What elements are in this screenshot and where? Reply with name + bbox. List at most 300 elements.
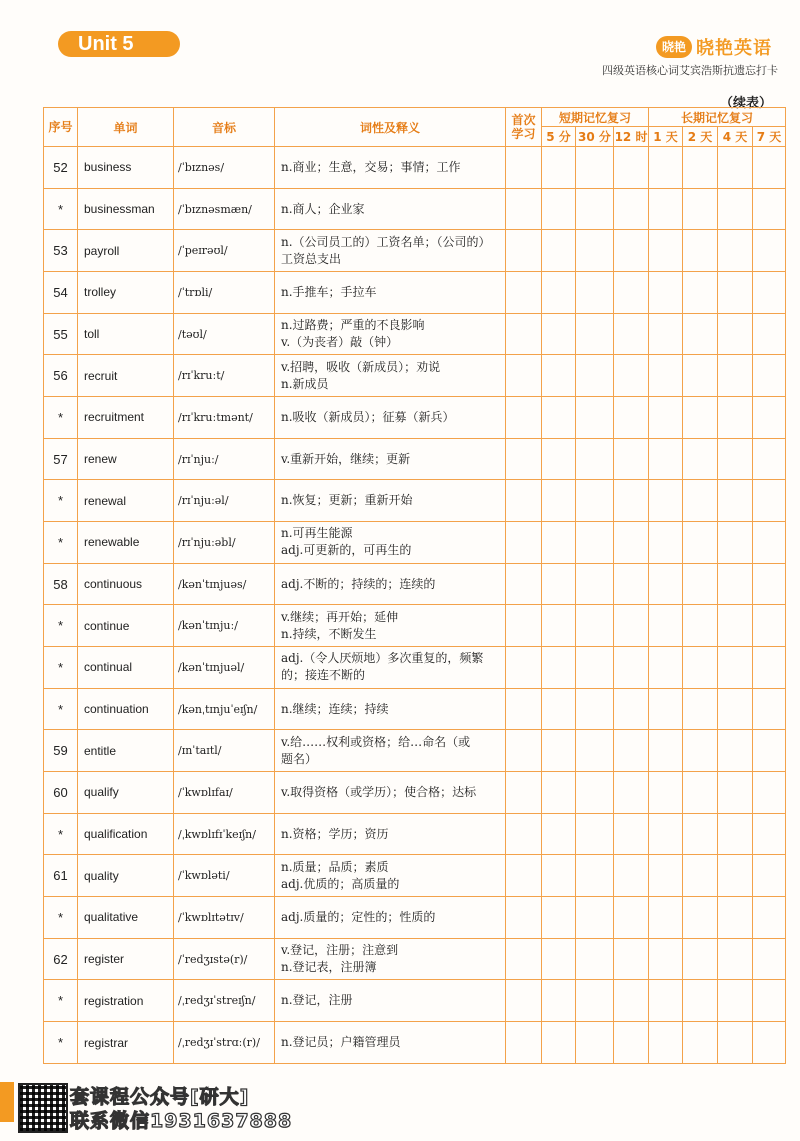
checkbox-cell[interactable] [753,480,786,522]
word-cell: business [78,147,174,189]
definition-line: n.过路费；严重的不良影响 [281,318,425,333]
checkbox-cell[interactable] [753,355,786,397]
word-cell: qualitative [78,897,174,939]
checkbox-cell[interactable] [683,605,718,647]
checkbox-cell[interactable] [718,855,753,897]
phonetic-cell: /kənˈtɪnjuəl/ [174,647,275,689]
interval-header: 4 天 [718,127,753,147]
checkbox-cell[interactable] [506,397,542,439]
checkbox-cell[interactable] [753,563,786,605]
definition-line: v.继续；再开始；延伸 [281,609,399,624]
checkbox-cell[interactable] [683,438,718,480]
checkbox-cell[interactable] [506,438,542,480]
col-header-phonetic: 音标 [174,108,275,147]
checkbox-cell[interactable] [718,605,753,647]
phonetic-cell: /təʊl/ [174,313,275,355]
definition-line: n.商业；生意，交易；事情；工作 [281,159,461,174]
definition-line: adj.不断的；持续的；连续的 [281,576,436,591]
checkbox-cell[interactable] [683,1022,718,1064]
checkbox-cell[interactable] [576,855,614,897]
checkbox-cell[interactable] [614,1022,649,1064]
checkbox-cell[interactable] [649,1022,683,1064]
row-index: * [44,605,78,647]
checkbox-cell[interactable] [542,813,576,855]
row-index: * [44,397,78,439]
checkbox-cell[interactable] [542,688,576,730]
checkbox-cell[interactable] [542,730,576,772]
checkbox-cell[interactable] [683,188,718,230]
checkbox-cell[interactable] [753,522,786,564]
checkbox-cell[interactable] [753,688,786,730]
checkbox-cell[interactable] [718,980,753,1022]
table-row [44,1022,786,1064]
checkbox-cell[interactable] [614,647,649,689]
checkbox-cell[interactable] [614,813,649,855]
checkbox-cell[interactable] [506,688,542,730]
definition-cell [275,772,506,814]
checkbox-cell[interactable] [614,563,649,605]
checkbox-cell[interactable] [683,647,718,689]
checkbox-cell[interactable] [542,855,576,897]
definition-line: n.持续，不断发生 [281,626,377,641]
checkbox-cell[interactable] [542,397,576,439]
definition-line: 工资总支出 [281,251,342,266]
checkbox-cell[interactable] [614,272,649,314]
phonetic-cell: /kənˈtɪnjuəs/ [174,563,275,605]
checkbox-cell[interactable] [753,897,786,939]
checkbox-cell[interactable] [683,480,718,522]
word-cell: continuous [78,563,174,605]
word-cell: renew [78,438,174,480]
word-cell: businessman [78,188,174,230]
phonetic-cell: /rɪˈnjuː/ [174,438,275,480]
definition-line: v.重新开始，继续；更新 [281,451,411,466]
checkbox-cell[interactable] [542,897,576,939]
phonetic-cell: /kənˌtɪnjuˈeɪʃn/ [174,688,275,730]
checkbox-cell[interactable] [649,688,683,730]
checkbox-cell[interactable] [576,813,614,855]
checkbox-cell[interactable] [753,855,786,897]
row-index: * [44,980,78,1022]
checkbox-cell[interactable] [506,563,542,605]
table-row [44,772,786,814]
checkbox-cell[interactable] [576,480,614,522]
checkbox-cell[interactable] [683,563,718,605]
checkbox-cell[interactable] [753,938,786,980]
row-index: 57 [44,438,78,480]
phonetic-cell: /ˌkwɒlɪfɪˈkeɪʃn/ [174,813,275,855]
checkbox-cell[interactable] [506,897,542,939]
phonetic-cell: /rɪˈnjuːəbl/ [174,522,275,564]
table-row [44,522,786,564]
definition-cell [275,897,506,939]
checkbox-cell[interactable] [542,522,576,564]
phonetic-cell: /ˌredʒɪˈstreɪʃn/ [174,980,275,1022]
checkbox-cell[interactable] [576,188,614,230]
brand-name: 晓艳英语 [696,38,772,59]
table-row [44,813,786,855]
row-index: 61 [44,855,78,897]
checkbox-cell[interactable] [649,647,683,689]
checkbox-cell[interactable] [542,980,576,1022]
checkbox-cell[interactable] [614,147,649,189]
definition-cell [275,730,506,772]
table-row [44,938,786,980]
checkbox-cell[interactable] [506,272,542,314]
definition-cell [275,188,506,230]
definition-cell [275,563,506,605]
definition-cell [275,647,506,689]
row-index: 52 [44,147,78,189]
table-row [44,480,786,522]
checkbox-cell[interactable] [542,605,576,647]
row-index: * [44,1022,78,1064]
word-cell: recruit [78,355,174,397]
definition-cell [275,355,506,397]
checkbox-cell[interactable] [506,647,542,689]
checkbox-cell[interactable] [542,563,576,605]
checkbox-cell[interactable] [506,355,542,397]
definition-cell [275,688,506,730]
checkbox-cell[interactable] [753,647,786,689]
checkbox-cell[interactable] [614,355,649,397]
checkbox-cell[interactable] [718,730,753,772]
checkbox-cell[interactable] [753,230,786,272]
checkbox-cell[interactable] [718,438,753,480]
checkbox-cell[interactable] [542,313,576,355]
checkbox-cell[interactable] [576,688,614,730]
table-row [44,647,786,689]
word-cell: qualify [78,772,174,814]
phonetic-cell: /rɪˈnjuːəl/ [174,480,275,522]
table-row [44,855,786,897]
checkbox-cell[interactable] [683,813,718,855]
checkbox-cell[interactable] [753,772,786,814]
checkbox-cell[interactable] [718,147,753,189]
checkbox-cell[interactable] [753,1022,786,1064]
checkbox-cell[interactable] [649,938,683,980]
definition-line: n.可再生能源 [281,526,353,541]
checkbox-cell[interactable] [753,147,786,189]
checkbox-cell[interactable] [718,397,753,439]
checkbox-cell[interactable] [576,980,614,1022]
checkbox-cell[interactable] [576,438,614,480]
checkbox-cell[interactable] [718,647,753,689]
checkbox-cell[interactable] [683,897,718,939]
row-index: * [44,813,78,855]
interval-header: 1 天 [649,127,683,147]
col-header-first-study: 首次学习 [506,108,542,147]
checkbox-cell[interactable] [576,938,614,980]
word-cell: toll [78,313,174,355]
checkbox-cell[interactable] [683,272,718,314]
checkbox-cell[interactable] [576,522,614,564]
checkbox-cell[interactable] [718,1022,753,1064]
checkbox-cell[interactable] [614,188,649,230]
definition-line: n.商人；企业家 [281,201,365,216]
table-row [44,605,786,647]
phonetic-cell: /kənˈtɪnjuː/ [174,605,275,647]
checkbox-cell[interactable] [649,272,683,314]
checkbox-cell[interactable] [753,313,786,355]
table-row [44,897,786,939]
row-index: 54 [44,272,78,314]
word-cell: trolley [78,272,174,314]
definition-cell [275,438,506,480]
checkbox-cell[interactable] [614,897,649,939]
checkbox-cell[interactable] [683,855,718,897]
checkbox-cell[interactable] [718,272,753,314]
checkbox-cell[interactable] [542,772,576,814]
checkbox-cell[interactable] [683,730,718,772]
row-index: * [44,897,78,939]
definition-cell [275,980,506,1022]
checkbox-cell[interactable] [649,355,683,397]
continued-label: （续表） [719,96,772,111]
checkbox-cell[interactable] [576,605,614,647]
word-cell: renewal [78,480,174,522]
phonetic-cell: /ˈkwɒlɪtətɪv/ [174,897,275,939]
checkbox-cell[interactable] [718,230,753,272]
checkbox-cell[interactable] [753,813,786,855]
footer-line-2: 联系微信1931637888 [70,1110,293,1132]
checkbox-cell[interactable] [542,188,576,230]
checkbox-cell[interactable] [683,397,718,439]
word-cell: qualification [78,813,174,855]
interval-header: 12 时 [614,127,649,147]
definition-cell [275,230,506,272]
checkbox-cell[interactable] [542,480,576,522]
brand-logo-icon: 晓艳 [656,36,692,58]
checkbox-cell[interactable] [576,730,614,772]
checkbox-cell[interactable] [753,272,786,314]
checkbox-cell[interactable] [542,938,576,980]
page-edge-tab [0,1082,14,1122]
checkbox-cell[interactable] [683,688,718,730]
checkbox-cell[interactable] [614,980,649,1022]
phonetic-cell: /ˈredʒɪstə(r)/ [174,938,275,980]
checkbox-cell[interactable] [649,188,683,230]
table-row [44,688,786,730]
checkbox-cell[interactable] [718,938,753,980]
definition-line: v.给……权利或资格；给…命名（或 [281,734,471,749]
phonetic-cell: /ˈpeɪrəʊl/ [174,230,275,272]
checkbox-cell[interactable] [506,230,542,272]
definition-cell [275,522,506,564]
checkbox-cell[interactable] [614,397,649,439]
checkbox-cell[interactable] [506,188,542,230]
definition-line: n.质量；品质；素质 [281,859,389,874]
checkbox-cell[interactable] [683,355,718,397]
word-cell: registration [78,980,174,1022]
table-row [44,730,786,772]
checkbox-cell[interactable] [649,605,683,647]
definition-line: adj.可更新的，可再生的 [281,543,412,558]
col-header-long-term: 长期记忆复习 [649,108,786,127]
checkbox-cell[interactable] [614,688,649,730]
checkbox-cell[interactable] [614,730,649,772]
row-index: 56 [44,355,78,397]
table-body [44,147,786,1064]
checkbox-cell[interactable] [649,313,683,355]
checkbox-cell[interactable] [753,980,786,1022]
checkbox-cell[interactable] [506,980,542,1022]
checkbox-cell[interactable] [614,438,649,480]
row-index: * [44,522,78,564]
checkbox-cell[interactable] [614,522,649,564]
definition-cell [275,605,506,647]
checkbox-cell[interactable] [753,397,786,439]
checkbox-cell[interactable] [506,730,542,772]
definition-line: v.招聘，吸收（新成员）；劝说 [281,359,441,374]
interval-header: 5 分 [542,127,576,147]
checkbox-cell[interactable] [718,563,753,605]
checkbox-cell[interactable] [614,230,649,272]
checkbox-cell[interactable] [649,563,683,605]
word-cell: entitle [78,730,174,772]
checkbox-cell[interactable] [649,480,683,522]
checkbox-cell[interactable] [542,272,576,314]
checkbox-cell[interactable] [506,605,542,647]
row-index: 53 [44,230,78,272]
checkbox-cell[interactable] [718,897,753,939]
checkbox-cell[interactable] [542,230,576,272]
checkbox-cell[interactable] [718,522,753,564]
row-index: 55 [44,313,78,355]
table-row [44,147,786,189]
table-row [44,355,786,397]
phonetic-cell: /ˈkwɒlɪfaɪ/ [174,772,275,814]
checkbox-cell[interactable] [506,813,542,855]
definition-line: n.登记员；户籍管理员 [281,1035,401,1050]
checkbox-cell[interactable] [683,313,718,355]
phonetic-cell: /ˈtrɒli/ [174,272,275,314]
checkbox-cell[interactable] [576,647,614,689]
checkbox-cell[interactable] [683,522,718,564]
checkbox-cell[interactable] [718,772,753,814]
checkbox-cell[interactable] [683,980,718,1022]
word-cell: quality [78,855,174,897]
checkbox-cell[interactable] [614,938,649,980]
checkbox-cell[interactable] [718,188,753,230]
definition-line: n.（公司员工的）工资名单；（公司的） [281,234,491,249]
definition-cell [275,313,506,355]
checkbox-cell[interactable] [506,772,542,814]
checkbox-cell[interactable] [753,188,786,230]
qr-code-icon [18,1083,68,1133]
checkbox-cell[interactable] [649,813,683,855]
checkbox-cell[interactable] [542,438,576,480]
checkbox-cell[interactable] [683,938,718,980]
checkbox-cell[interactable] [718,355,753,397]
interval-header: 7 天 [753,127,786,147]
checkbox-cell[interactable] [649,855,683,897]
checkbox-cell[interactable] [649,397,683,439]
checkbox-cell[interactable] [683,147,718,189]
checkbox-cell[interactable] [649,438,683,480]
checkbox-cell[interactable] [649,897,683,939]
checkbox-cell[interactable] [542,147,576,189]
checkbox-cell[interactable] [683,230,718,272]
checkbox-cell[interactable] [614,313,649,355]
checkbox-cell[interactable] [718,688,753,730]
row-index: * [44,688,78,730]
table-row [44,563,786,605]
definition-cell [275,813,506,855]
checkbox-cell[interactable] [649,147,683,189]
checkbox-cell[interactable] [683,772,718,814]
checkbox-cell[interactable] [506,522,542,564]
checkbox-cell[interactable] [649,230,683,272]
table-row [44,313,786,355]
row-index: * [44,188,78,230]
checkbox-cell[interactable] [614,772,649,814]
checkbox-cell[interactable] [718,480,753,522]
table-row [44,980,786,1022]
checkbox-cell[interactable] [753,730,786,772]
checkbox-cell[interactable] [542,1022,576,1064]
definition-cell [275,272,506,314]
checkbox-cell[interactable] [576,397,614,439]
word-cell: recruitment [78,397,174,439]
checkbox-cell[interactable] [614,480,649,522]
checkbox-cell[interactable] [576,897,614,939]
checkbox-cell[interactable] [506,313,542,355]
checkbox-cell[interactable] [718,313,753,355]
row-index: 60 [44,772,78,814]
word-cell: payroll [78,230,174,272]
checkbox-cell[interactable] [506,938,542,980]
definition-line: n.手推车；手拉车 [281,284,377,299]
phonetic-cell: /ˈbɪznəsmæn/ [174,188,275,230]
checkbox-cell[interactable] [576,230,614,272]
definition-line: v.登记，注册；注意到 [281,943,399,958]
word-cell: renewable [78,522,174,564]
checkbox-cell[interactable] [753,605,786,647]
definition-line: adj.质量的；定性的；性质的 [281,909,436,924]
row-index: * [44,647,78,689]
word-cell: registrar [78,1022,174,1064]
checkbox-cell[interactable] [576,147,614,189]
definition-line: v.取得资格（或学历）；使合格；达标 [281,784,477,799]
checkbox-cell[interactable] [576,313,614,355]
interval-header: 2 天 [683,127,718,147]
checkbox-cell[interactable] [576,355,614,397]
checkbox-cell[interactable] [576,563,614,605]
checkbox-cell[interactable] [506,147,542,189]
checkbox-cell[interactable] [542,647,576,689]
checkbox-cell[interactable] [614,855,649,897]
table-row [44,230,786,272]
checkbox-cell[interactable] [649,730,683,772]
checkbox-cell[interactable] [576,272,614,314]
checkbox-cell[interactable] [506,855,542,897]
unit-label: Unit 5 [58,31,180,57]
checkbox-cell[interactable] [506,480,542,522]
checkbox-cell[interactable] [649,980,683,1022]
checkbox-cell[interactable] [576,772,614,814]
checkbox-cell[interactable] [649,522,683,564]
checkbox-cell[interactable] [649,772,683,814]
checkbox-cell[interactable] [614,605,649,647]
checkbox-cell[interactable] [718,813,753,855]
checkbox-cell[interactable] [542,355,576,397]
checkbox-cell[interactable] [506,1022,542,1064]
definition-line: adj.优质的；高质量的 [281,876,400,891]
checkbox-cell[interactable] [576,1022,614,1064]
table-row [44,397,786,439]
checkbox-cell[interactable] [753,438,786,480]
